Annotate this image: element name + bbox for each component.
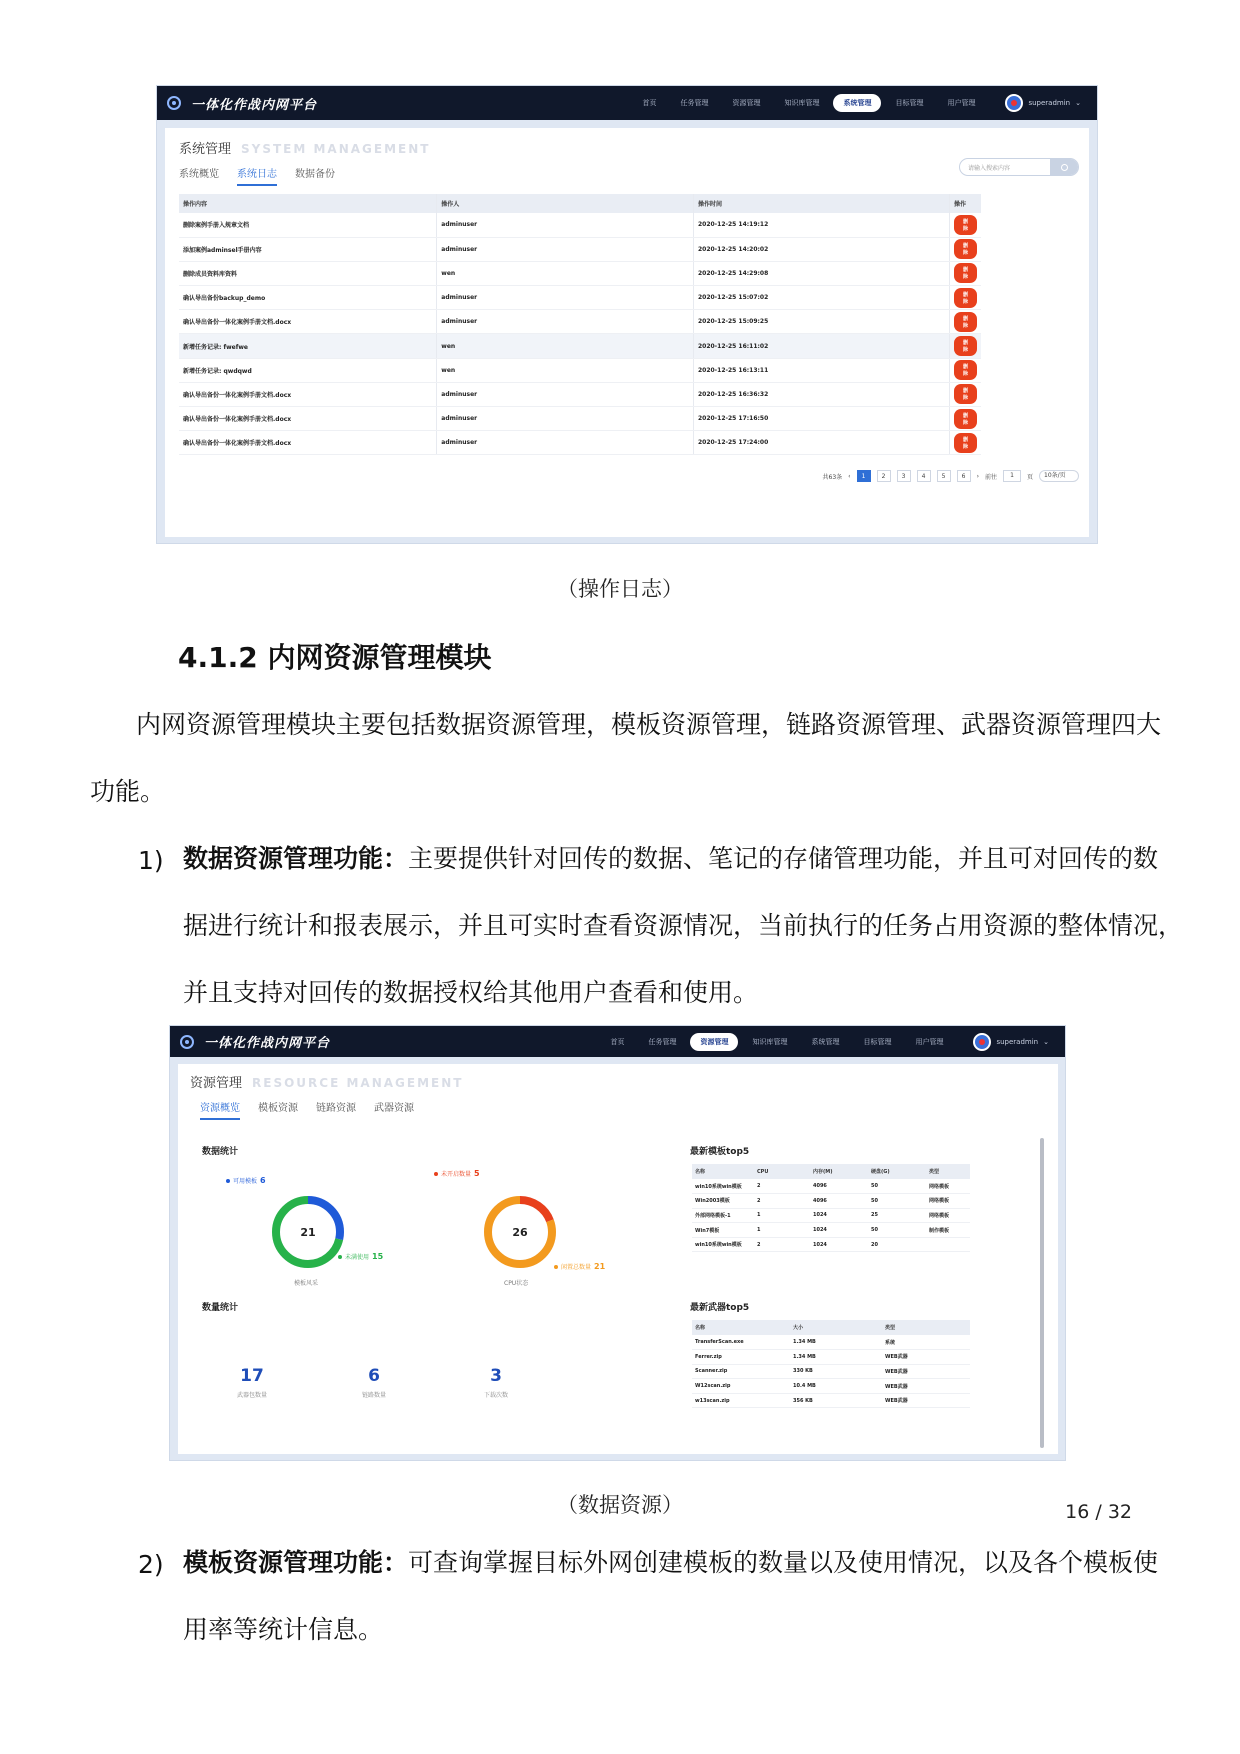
top-weapons-table (692, 1320, 970, 1408)
legend-value: 15 (372, 1252, 384, 1261)
legend-label: 可用模板 (233, 1178, 258, 1185)
tab-backup[interactable]: 数据备份 (295, 169, 335, 180)
intro-line-1: 内网资源管理模块主要包括数据资源管理，模板资源管理，链路资源管理、武器资源管理四大 (136, 710, 1162, 739)
page-title: 系统管理 (179, 142, 232, 157)
cell-content: 确认导出备份一体化案例手册文档.docx (179, 382, 437, 406)
data-stats-title: 数据统计 (202, 1147, 239, 1157)
page-title: 资源管理 (190, 1076, 243, 1091)
weapon-count: 17 (240, 1366, 264, 1386)
donut-label: 模板风采 (294, 1280, 319, 1287)
pager-goto-input[interactable]: 1 (1003, 470, 1021, 482)
weapon-count-label: 武器包数量 (236, 1392, 267, 1399)
avatar (1005, 94, 1023, 112)
nav-home[interactable]: 首页 (642, 99, 657, 107)
main-nav (317, 94, 985, 112)
nav-targets[interactable]: 目标管理 (895, 99, 924, 107)
table-row (692, 1350, 970, 1365)
legend-available-templates (226, 1176, 266, 1185)
main-nav (330, 1033, 953, 1051)
delete-button[interactable]: 删除 (954, 263, 977, 283)
cell: TransferScan.exe (692, 1335, 790, 1350)
legend-cpu-idle (554, 1262, 605, 1271)
cell-user: adminuser (437, 431, 694, 455)
subtabs (200, 1099, 463, 1120)
table-row (692, 1194, 970, 1209)
cell: Ferrer.zip (692, 1350, 790, 1365)
legend-dot (434, 1172, 438, 1176)
link-count: 6 (368, 1366, 380, 1386)
cell: 1024 (810, 1208, 868, 1223)
page-number: 16 / 32 (1065, 1501, 1132, 1523)
search-input[interactable]: 请输入搜索内容 (968, 164, 1011, 172)
tab-logs[interactable]: 系统日志 (237, 165, 277, 186)
col-action: 操作 (949, 194, 981, 213)
brand-title: 一体化作战内网平台 (191, 97, 318, 113)
avatar (973, 1033, 991, 1051)
item1-line-3: 并且支持对回传的数据授权给其他用户查看和使用。 (183, 978, 759, 1007)
resource-panel (178, 1064, 1058, 1454)
item2-line-1 (183, 1529, 1158, 1596)
cell-content: 删除成员资料库资料 (179, 261, 437, 285)
tab-weapon-resources[interactable]: 武器资源 (374, 1103, 414, 1114)
cell: 1.34 MB (790, 1350, 882, 1365)
cell: 330 KB (790, 1364, 882, 1379)
cell: Win7模板 (692, 1223, 754, 1238)
cell-user: adminuser (437, 237, 694, 261)
user-name: superadmin (1028, 99, 1071, 107)
table-row (692, 1223, 970, 1238)
cell-time: 2020-12-25 17:16:50 (693, 407, 949, 431)
top-templates-title: 最新模板top5 (690, 1147, 750, 1157)
cell: 1 (754, 1223, 810, 1238)
tab-link-resources[interactable]: 链路资源 (316, 1103, 356, 1114)
table-row (179, 334, 981, 358)
table-row (692, 1393, 970, 1408)
cell: WEB武器 (882, 1364, 970, 1379)
legend-value: 6 (260, 1176, 266, 1185)
cell-user: adminuser (437, 382, 694, 406)
download-count: 3 (490, 1366, 502, 1386)
cell-user: adminuser (437, 286, 694, 310)
top-navbar (170, 1026, 1065, 1057)
chevron-down-icon: ⌄ (1043, 1037, 1049, 1046)
cell: win10系统win模板 (692, 1179, 754, 1194)
search-button[interactable] (1050, 159, 1078, 175)
table-row (179, 237, 981, 261)
pager-page-unit: 页 (1026, 473, 1033, 481)
tab-resource-overview[interactable]: 资源概览 (200, 1099, 240, 1120)
cell-action (949, 334, 981, 358)
cell-content: 新增任务记录: qwdqwd (179, 358, 437, 382)
top-weapons-title: 最新武器top5 (690, 1303, 750, 1313)
caption-data-resources: （数据资源） (557, 1493, 683, 1517)
platform-logo-icon (180, 1035, 194, 1049)
legend-cpu-off (434, 1169, 480, 1178)
pager-page[interactable]: 4 (917, 470, 931, 482)
cell-time: 2020-12-25 14:29:08 (693, 261, 949, 285)
delete-button[interactable]: 删除 (954, 239, 977, 259)
section-heading: 4.1.2 内网资源管理模块 (178, 641, 492, 674)
donut-label: CPU状态 (504, 1280, 529, 1287)
cell-user: adminuser (437, 213, 694, 237)
user-name: superadmin (996, 1037, 1039, 1046)
table-row (692, 1364, 970, 1379)
tab-overview[interactable]: 系统概览 (179, 169, 219, 180)
cell-user: wen (437, 261, 694, 285)
cell: 制作模板 (926, 1223, 970, 1238)
legend-label: 未开启数量 (441, 1171, 472, 1178)
cell: 1024 (810, 1237, 868, 1252)
cell-user: wen (437, 334, 694, 358)
cell: WEB武器 (882, 1393, 970, 1408)
pager-goto-label: 前往 (984, 473, 997, 481)
table-row (692, 1237, 970, 1252)
cell: 50 (868, 1179, 926, 1194)
cell-time: 2020-12-25 16:13:11 (693, 358, 949, 382)
nav-system[interactable]: 系统管理 (833, 94, 881, 112)
cell-action (949, 407, 981, 431)
cell-action (949, 358, 981, 382)
nav-home[interactable]: 首页 (610, 1037, 625, 1046)
nav-tasks[interactable]: 任务管理 (648, 1037, 677, 1046)
col-time: 操作时间 (693, 194, 949, 213)
cell-time: 2020-12-25 15:09:25 (693, 310, 949, 334)
cell: 2 (754, 1237, 810, 1252)
intro-line-2: 功能。 (90, 777, 166, 806)
cell: W12scan.zip (692, 1379, 790, 1394)
nav-knowledge[interactable]: 知识库管理 (784, 99, 820, 107)
nav-tasks[interactable]: 任务管理 (680, 99, 709, 107)
cell-action (949, 286, 981, 310)
item2-label: 模板资源管理功能： (183, 1548, 409, 1577)
cell: Win2003模板 (692, 1194, 754, 1209)
screenshot-operation-log (156, 85, 1098, 544)
table-row (692, 1208, 970, 1223)
donut-total: 26 (512, 1226, 528, 1239)
cell-content: 确认导出备份一体化案例手册文档.docx (179, 431, 437, 455)
pager-page[interactable]: 2 (877, 470, 891, 482)
cell: 20 (868, 1237, 926, 1252)
system-panel (165, 128, 1089, 537)
cell-action (949, 213, 981, 237)
cell-action (949, 261, 981, 285)
cell-time: 2020-12-25 16:11:02 (693, 334, 949, 358)
link-count-label: 链路数量 (361, 1392, 386, 1399)
item1-line-1 (183, 825, 1158, 892)
cell: 10.4 MB (790, 1379, 882, 1394)
cell: 50 (868, 1194, 926, 1209)
pager-page[interactable]: 6 (957, 470, 971, 482)
cell: 系统 (882, 1335, 970, 1350)
cell-time: 2020-12-25 15:07:02 (693, 286, 949, 310)
delete-button[interactable]: 删除 (954, 433, 977, 453)
delete-button[interactable]: 删除 (954, 360, 977, 380)
cell: 25 (868, 1208, 926, 1223)
col-cpu: CPU (754, 1164, 810, 1179)
cell-action (949, 431, 981, 455)
cell-content: 确认导出备份一体化案例手册文档.docx (179, 310, 437, 334)
log-table (179, 194, 981, 455)
pager-size-select[interactable]: 10条/页 (1039, 470, 1079, 482)
item2-number: 2) (138, 1550, 164, 1579)
table-row (179, 407, 981, 431)
cell-content: 添加案例adminsel手册内容 (179, 237, 437, 261)
page-title-en: RESOURCE MANAGEMENT (252, 1076, 464, 1090)
cell: Scanner.zip (692, 1364, 790, 1379)
cell: WEB武器 (882, 1350, 970, 1365)
pager-page[interactable]: 3 (897, 470, 911, 482)
pager-prev[interactable]: ‹ (848, 472, 851, 480)
delete-button[interactable]: 删除 (954, 215, 977, 235)
cell (926, 1237, 970, 1252)
col-content: 操作内容 (179, 194, 437, 213)
pager-page[interactable]: 5 (937, 470, 951, 482)
subtabs (179, 165, 430, 186)
cell: w13scan.zip (692, 1393, 790, 1408)
delete-button[interactable]: 删除 (954, 312, 977, 332)
scrollbar[interactable] (1040, 1138, 1044, 1448)
table-row (179, 382, 981, 406)
top-templates-table (692, 1164, 970, 1252)
item2-line-2: 用率等统计信息。 (183, 1615, 384, 1644)
platform-logo-icon (167, 96, 181, 110)
nav-resources[interactable]: 资源管理 (690, 1033, 738, 1051)
item1-number: 1) (138, 846, 164, 875)
user-menu[interactable] (973, 1033, 1049, 1051)
col-type: 类型 (926, 1164, 970, 1179)
count-stats-title: 数量统计 (202, 1303, 239, 1313)
cell-user: adminuser (437, 310, 694, 334)
user-menu[interactable] (1005, 94, 1081, 112)
donut-cpu (482, 1194, 558, 1270)
legend-label: 未满使用 (345, 1254, 370, 1261)
cell: 网络模板 (926, 1194, 970, 1209)
nav-targets[interactable]: 目标管理 (863, 1037, 892, 1046)
search-box (959, 158, 1079, 176)
col-disk: 硬盘(G) (868, 1164, 926, 1179)
cell-action (949, 310, 981, 334)
caption-operation-log: （操作日志） (557, 577, 683, 601)
table-row (692, 1179, 970, 1194)
cell: 外部网络模板-1 (692, 1208, 754, 1223)
top-navbar (157, 86, 1097, 120)
chevron-down-icon: ⌄ (1075, 99, 1081, 107)
tab-template-resources[interactable]: 模板资源 (258, 1103, 298, 1114)
cell: 2 (754, 1194, 810, 1209)
donut-templates (270, 1194, 346, 1270)
delete-button[interactable]: 删除 (954, 384, 977, 404)
col-size: 大小 (790, 1320, 882, 1335)
item2-text-1: 可查询掌握目标外网创建模板的数量以及使用情况，以及各个模板使 (408, 1548, 1159, 1577)
cell: 网络模板 (926, 1208, 970, 1223)
table-row (179, 358, 981, 382)
legend-label: 闲置总数量 (561, 1264, 592, 1271)
cell-content: 确认导出备份backup_demo (179, 286, 437, 310)
cell: 4096 (810, 1179, 868, 1194)
legend-value: 5 (474, 1169, 480, 1178)
cell-time: 2020-12-25 14:19:12 (693, 213, 949, 237)
cell: 356 KB (790, 1393, 882, 1408)
nav-users[interactable]: 用户管理 (915, 1037, 944, 1046)
cell-user: adminuser (437, 407, 694, 431)
cell: 50 (868, 1223, 926, 1238)
cell-time: 2020-12-25 17:24:00 (693, 431, 949, 455)
legend-unused-templates (338, 1252, 383, 1261)
pager-next[interactable]: › (976, 472, 979, 480)
cell-action (949, 382, 981, 406)
brand-title: 一体化作战内网平台 (204, 1036, 331, 1051)
cell-action (949, 237, 981, 261)
col-type: 类型 (882, 1320, 970, 1335)
table-row (692, 1335, 970, 1350)
table-row (692, 1379, 970, 1394)
search-icon (1061, 164, 1068, 171)
table-row (179, 310, 981, 334)
cell-user: wen (437, 358, 694, 382)
table-row (179, 261, 981, 285)
table-row (179, 431, 981, 455)
cell-content: 删除案例手册入规章文档 (179, 213, 437, 237)
cell: 2 (754, 1179, 810, 1194)
col-memory: 内存(M) (810, 1164, 868, 1179)
item1-line-2: 据进行统计和报表展示，并且可实时查看资源情况，当前执行的任务占用资源的整体情况， (183, 911, 1184, 940)
cell: win10系统win模板 (692, 1237, 754, 1252)
delete-button[interactable]: 删除 (954, 288, 977, 308)
screenshot-resource-overview (169, 1025, 1066, 1461)
table-row (179, 213, 981, 237)
item1-text-1: 主要提供针对回传的数据、笔记的存储管理功能，并且可对回传的数 (408, 844, 1159, 873)
col-user: 操作人 (437, 194, 694, 213)
item1-label: 数据资源管理功能： (183, 844, 409, 873)
nav-users[interactable]: 用户管理 (947, 99, 976, 107)
pagination (823, 470, 1079, 482)
cell: 1 (754, 1208, 810, 1223)
nav-knowledge[interactable]: 知识库管理 (752, 1037, 788, 1046)
cell: 网络模板 (926, 1179, 970, 1194)
pager-page[interactable]: 1 (857, 470, 871, 482)
pager-total: 共63条 (822, 473, 843, 481)
cell-content: 新增任务记录: fwefwe (179, 334, 437, 358)
table-row (179, 286, 981, 310)
col-name: 名称 (692, 1320, 790, 1335)
legend-dot (226, 1179, 230, 1183)
delete-button[interactable]: 删除 (954, 409, 977, 429)
cell-time: 2020-12-25 16:36:32 (693, 382, 949, 406)
delete-button[interactable]: 删除 (954, 336, 977, 356)
cell: 1024 (810, 1223, 868, 1238)
download-count-label: 下载次数 (483, 1392, 508, 1399)
cell-content: 确认导出备份一体化案例手册文档.docx (179, 407, 437, 431)
cell: WEB武器 (882, 1379, 970, 1394)
nav-system[interactable]: 系统管理 (811, 1037, 840, 1046)
donut-total: 21 (300, 1226, 316, 1239)
nav-resources[interactable]: 资源管理 (732, 99, 761, 107)
cell: 1.34 MB (790, 1335, 882, 1350)
legend-dot (554, 1265, 558, 1269)
col-name: 名称 (692, 1164, 754, 1179)
cell: 4096 (810, 1194, 868, 1209)
legend-dot (338, 1255, 342, 1259)
legend-value: 21 (594, 1262, 606, 1271)
cell-time: 2020-12-25 14:20:02 (693, 237, 949, 261)
page-title-en: SYSTEM MANAGEMENT (241, 142, 431, 156)
